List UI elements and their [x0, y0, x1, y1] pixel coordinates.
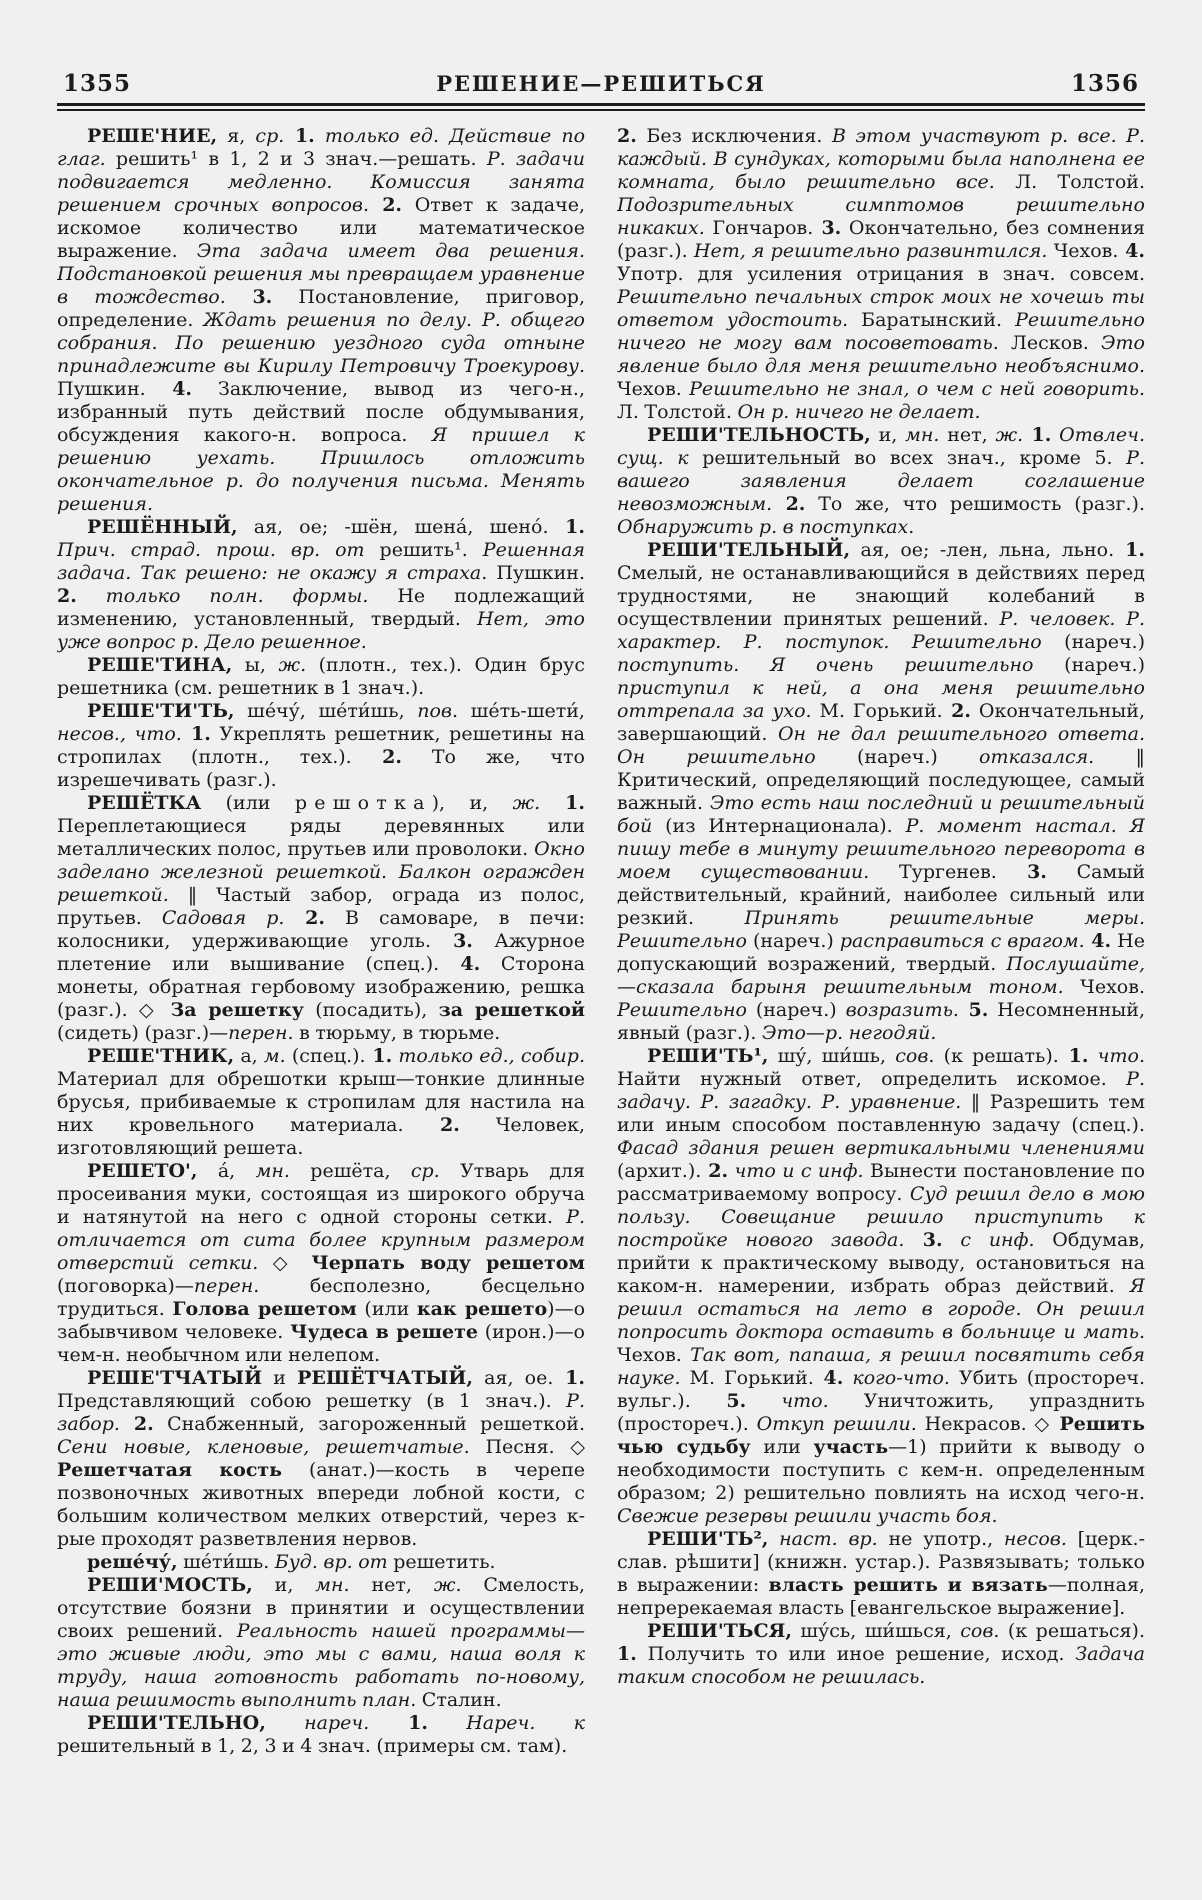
- page-number-right: 1356: [1070, 70, 1139, 97]
- text-segment: (к решать).: [934, 1045, 1059, 1067]
- text-segment: а́,: [197, 1160, 256, 1182]
- text-segment: —1) прийти к выводу о необходимости поступить с кем-н. определенным образом; 2) решительно повлиять на исход чего-н.: [617, 1436, 1145, 1504]
- text-segment: Голова решетом: [172, 1298, 357, 1320]
- dictionary-entry: [57, 1574, 585, 1712]
- text-segment: Окно заделано железной решеткой. Балкон огражден решеткой.: [57, 838, 585, 906]
- text-segment: ◇: [258, 1252, 312, 1274]
- text-segment: ‖ Критический, определяющий последующее, самый важный.: [617, 746, 1145, 814]
- text-segment: Так вот, папаша, я решил посвятить себя науке.: [617, 1344, 1145, 1389]
- text-segment: Материал для обрешотки крыш—тонкие длинные брусья, прибиваемые к стропилам для настила на них кровельного материала.: [57, 1068, 585, 1136]
- text-segment: ж.: [278, 654, 307, 676]
- text-segment: Гончаров.: [704, 217, 814, 239]
- dictionary-entry: [57, 792, 585, 1045]
- page-header: [57, 70, 1145, 103]
- text-segment: Укреплять решетник, решетины на стропилах (плотн., тех.).: [57, 723, 585, 768]
- text-segment: власть решить и вязать: [768, 1574, 1048, 1596]
- text-segment: РЕШЕ'ТИ'ТЬ,: [87, 700, 235, 722]
- text-segment: Песня. ◇: [469, 1436, 585, 1458]
- text-segment: (поговорка)—: [57, 1275, 194, 1297]
- text-segment: 3.: [813, 217, 842, 239]
- text-segment: решить¹ в 1, 2 и 3 знач.—решать.: [105, 148, 487, 170]
- text-segment: (нареч.): [1041, 631, 1145, 653]
- text-segment: В этом участвуют р. все. Р. каждый. В сундуках, которыми была наполнена ее комната, было решительно все.: [617, 125, 1145, 193]
- text-segment: Не подлежащий изменению, установленный, твердый.: [57, 585, 585, 630]
- text-segment: Л. Толстой.: [994, 171, 1145, 193]
- text-segment: решотка: [294, 792, 432, 814]
- text-segment: Смелый, не останавливающийся в действиях перед трудностями, не знающий колебаний в осуществлении принятых решений.: [617, 562, 1145, 630]
- text-segment: 4.: [1084, 930, 1112, 952]
- text-segment: ж.: [995, 424, 1024, 446]
- text-segment: (ирон.)—о чем-н. необычном или нелепом.: [57, 1321, 585, 1366]
- text-segment: Чудеса в решете: [290, 1321, 478, 1343]
- text-segment: Переплетающиеся ряды деревянных или металлических полос, прутьев или проволоки.: [57, 815, 585, 860]
- text-segment: сов.: [960, 1620, 1000, 1642]
- text-segment: Уничтожить, упразднить (простореч.).: [617, 1390, 1145, 1435]
- text-segment: 1.: [181, 723, 211, 745]
- text-segment: Баратынский.: [848, 309, 1016, 331]
- text-segment: решить¹.: [364, 539, 483, 561]
- text-segment: РЕШИ'ТЕЛЬНОСТЬ,: [647, 424, 871, 446]
- text-segment: Р. вашего заявления делает соглашение невозможным.: [617, 447, 1145, 515]
- text-segment: 1.: [369, 1712, 428, 1734]
- text-segment: Суд решил дело в мою пользу. Совещание решило приступить к постройке нового завода.: [617, 1183, 1145, 1251]
- text-segment: мн.: [255, 1160, 290, 1182]
- text-segment: ше́чу́, ше́ти́шь,: [234, 700, 418, 722]
- text-segment: 1.: [548, 516, 585, 538]
- text-segment: как решето: [416, 1298, 548, 1320]
- text-segment: мн.: [905, 424, 940, 446]
- text-segment: с инф.: [942, 1229, 1035, 1251]
- text-segment: сов.: [895, 1045, 935, 1067]
- text-segment: Нареч. к: [427, 1712, 585, 1734]
- text-segment: Свежие резервы решили участь боя.: [617, 1505, 998, 1527]
- text-segment: (к решаться).: [999, 1620, 1145, 1642]
- text-segment: Это явление было для меня решительно необъяснимо.: [617, 332, 1145, 377]
- text-segment: Реальность нашей программы—это живые люди, это мы с вами, наша воля к труду, наша готовность работать по-новому, наша решимость выполнить план.: [57, 1620, 585, 1711]
- text-segment: м.: [263, 1045, 286, 1067]
- text-segment: Обнаружить р. в поступках.: [617, 516, 915, 538]
- running-head: РЕШЕНИЕ—РЕШИТЬСЯ: [436, 71, 766, 96]
- text-segment: 1.: [1114, 539, 1145, 561]
- text-segment: Некрасов. ◇: [916, 1413, 1060, 1435]
- text-segment: ср.: [410, 1160, 440, 1182]
- text-segment: Задача таким способом не решилась.: [617, 1643, 1145, 1688]
- text-segment: М. Горький.: [680, 1367, 814, 1389]
- text-segment: Нет, это уже вопрос р. Дело решенное.: [57, 608, 585, 653]
- text-segment: ж.: [512, 792, 541, 814]
- text-segment: бесполезно, бесцельно трудиться.: [57, 1275, 585, 1320]
- text-segment: 2.: [772, 493, 806, 515]
- text-segment: В самоваре, в печи: колосники, удерживающие уголь.: [57, 907, 585, 952]
- text-segment: 4.: [813, 1367, 844, 1389]
- text-segment: РЕШИ'ТЬ¹,: [647, 1045, 769, 1067]
- text-segment: 1.: [365, 1045, 393, 1067]
- text-segment: Чехов.: [1047, 240, 1119, 262]
- text-segment: решетить.: [387, 1551, 496, 1573]
- text-segment: Найти нужный ответ, определить искомое.: [617, 1068, 1127, 1090]
- text-segment: Пушкин.: [57, 378, 146, 400]
- text-segment: Смелость, отсутствие боязни в принятии и осуществлении своих решений.: [57, 1574, 585, 1642]
- text-segment: (или: [201, 792, 295, 814]
- text-segment: Сторона монеты, обратная гербовому изображению, решка (разг.). ◇: [57, 953, 585, 1021]
- text-segment: а,: [234, 1045, 264, 1067]
- text-segment: отказался.: [979, 746, 1095, 768]
- text-segment: Чехов.: [617, 378, 690, 400]
- text-segment: Заключение, вывод из чего-н., избранный путь действий после обдумывания, обсуждения какого-н. вопроса.: [57, 378, 585, 446]
- text-segment: кого-что.: [843, 1367, 950, 1389]
- text-segment: (посадить),: [303, 999, 439, 1021]
- text-segment: Самый действительный, крайний, наиболее сильный или резкий.: [617, 861, 1145, 929]
- text-segment: Прич. страд. прош. вр. от: [57, 539, 365, 561]
- text-segment: Я решил остаться на лето в городе. Он решил попросить доктора оставить в больнице и мать.: [617, 1275, 1145, 1343]
- text-segment: 2.: [942, 700, 971, 722]
- text-segment: и,: [870, 424, 906, 446]
- text-segment: ше́ть-шети́,: [458, 700, 585, 722]
- text-segment: за решеткой: [438, 999, 585, 1021]
- text-segment: Откуп решили.: [756, 1413, 917, 1435]
- text-segment: ‖ Разрешить тем или иным способом поставленную задачу (спец.).: [617, 1091, 1145, 1136]
- text-segment: Чехов.: [617, 1344, 691, 1366]
- text-segment: РЕШИ'ТЬСЯ,: [647, 1620, 792, 1642]
- text-segment: РЕШЕ'ТИНА,: [87, 654, 233, 676]
- text-segment: 2.: [351, 746, 403, 768]
- text-segment: решёта,: [289, 1160, 411, 1182]
- text-segment: (спец.).: [285, 1045, 366, 1067]
- text-segment: Он не дал решительного ответа. Он решительно: [617, 723, 1145, 768]
- text-segment: Р. задачи подвигается медленно. Комиссия занята решением срочных вопросов.: [57, 148, 585, 216]
- text-segment: Несомненный, явный (разг.).: [617, 999, 1145, 1044]
- text-segment: Человек, изготовляющий решета.: [57, 1114, 585, 1159]
- text-segment: Послушайте,—сказала барыня решительным тоном.: [617, 953, 1145, 998]
- text-segment: 2.: [701, 1160, 729, 1182]
- text-segment: Убить (простореч. вульг.).: [617, 1367, 1145, 1412]
- page-body: [57, 125, 1145, 1845]
- text-segment: ср.: [255, 125, 285, 147]
- text-segment: Утварь для просеивания муки, состоящая из широкого обруча и натянутой на него с одной стороны сетки.: [57, 1160, 585, 1228]
- text-segment: Садовая р.: [161, 907, 285, 929]
- text-segment: шу́сь, ши́шься,: [791, 1620, 961, 1642]
- dictionary-entry: [617, 125, 1145, 424]
- text-segment: ж.: [433, 1574, 462, 1596]
- text-segment: Сталин.: [416, 1689, 502, 1711]
- text-segment: М. Горький.: [811, 700, 943, 722]
- text-segment: 1.: [284, 125, 315, 147]
- text-segment: Принять решительные меры. Решительно: [617, 907, 1145, 952]
- text-segment: 1.: [540, 792, 585, 814]
- text-segment: Обдумав, прийти к практическому выводу, остановиться на каком-н. намерении, избрать образ действий.: [617, 1229, 1145, 1297]
- dictionary-entry: [617, 424, 1145, 539]
- text-segment: Тургенев.: [869, 861, 997, 883]
- text-segment: РЕШЕТО',: [87, 1160, 198, 1182]
- dictionary-entry: [57, 700, 585, 792]
- text-segment: Ответ к задаче, искомое количество или математическое выражение.: [57, 194, 585, 262]
- text-segment: Лесков.: [998, 332, 1101, 354]
- text-segment: или: [750, 1436, 814, 1458]
- text-segment: Он р. ничего не делает.: [737, 401, 981, 423]
- text-segment: Отвлеч. сущ. к: [617, 424, 1145, 469]
- text-segment: Р. забор.: [57, 1390, 585, 1435]
- text-segment: решительный в 1, 2, 3 и 4 знач. (примеры см. там).: [57, 1735, 568, 1757]
- text-segment: Окончательный, завершающий.: [617, 700, 1145, 745]
- text-segment: Буд. вр. от: [274, 1551, 388, 1573]
- text-segment: Нет, я решительно развинтился.: [693, 240, 1048, 262]
- text-segment: ая, ое; -шён, шена́, шено́.: [237, 516, 549, 538]
- text-segment: наст. вр.: [768, 1528, 878, 1550]
- text-segment: решительный во всех знач., кроме 5.: [688, 447, 1127, 469]
- dictionary-entry: [57, 1712, 585, 1758]
- text-segment: ы,: [232, 654, 279, 676]
- text-segment: и: [262, 1367, 298, 1389]
- text-segment: только ед., собир.: [392, 1045, 585, 1067]
- text-segment: несов.: [1003, 1528, 1067, 1550]
- text-segment: Сени новые, кленовые, решетчатые.: [57, 1436, 470, 1458]
- text-segment: Решительно: [617, 999, 747, 1021]
- text-segment: (нареч.): [746, 999, 846, 1021]
- text-segment: 3.: [904, 1229, 943, 1251]
- text-segment: Решенная задача. Так решено: не окажу я страха.: [57, 539, 585, 584]
- text-segment: Пушкин.: [487, 562, 585, 584]
- text-segment: ше́ти́шь.: [177, 1551, 275, 1573]
- text-segment: РЕШЕ'ТЧАТЫЙ: [87, 1367, 263, 1389]
- text-segment: шу́, ши́шь,: [768, 1045, 896, 1067]
- text-segment: Это есть наш последний и решительный бой: [617, 792, 1145, 837]
- text-segment: мн.: [315, 1574, 350, 1596]
- text-segment: перен.: [193, 1275, 260, 1297]
- text-segment: [церк.-слав. рѣшити] (книжн. устар.). Развязывать; только в выражении:: [617, 1528, 1145, 1596]
- text-segment: РЕШЁТКА: [87, 792, 202, 814]
- text-segment: 2.: [119, 1413, 154, 1435]
- text-segment: участь: [813, 1436, 889, 1458]
- text-segment: Р. человек. Р. характер. Р. поступок. Решительно: [617, 608, 1145, 653]
- text-segment: РЕШИ'ТЕЛЬНО,: [87, 1712, 266, 1734]
- text-segment: РЕШИ'ТЬ²,: [647, 1528, 769, 1550]
- text-segment: что.: [1088, 1045, 1145, 1067]
- dictionary-entry: [57, 654, 585, 700]
- text-segment: 1.: [617, 1643, 637, 1665]
- text-segment: 3.: [996, 861, 1047, 883]
- text-segment: Получить то или иное решение, исход.: [636, 1643, 1076, 1665]
- dictionary-entry: [57, 516, 585, 654]
- text-segment: возразить.: [845, 999, 959, 1021]
- text-segment: 5.: [958, 999, 989, 1021]
- text-segment: нет,: [349, 1574, 434, 1596]
- dictionary-entry: [617, 1528, 1145, 1620]
- text-segment: Снабженный, загороженный решеткой.: [153, 1413, 585, 1435]
- dictionary-entry: [57, 1160, 585, 1367]
- text-segment: перен.: [228, 1022, 294, 1044]
- text-segment: 2.: [403, 1114, 460, 1136]
- text-segment: Представляющий собою решетку (в 1 знач.).: [57, 1390, 567, 1412]
- text-segment: 2.: [368, 194, 403, 216]
- text-segment: ‖ Частый забор, ограда из полос, прутьев.: [57, 884, 585, 929]
- text-segment: нареч.: [265, 1712, 370, 1734]
- text-column-left: [57, 125, 585, 1845]
- text-segment: Окончательно, без сомнения (разг.).: [617, 217, 1145, 262]
- header-rule: [57, 103, 1145, 111]
- text-segment: —полная, непререкаемая власть [евангельское выражение].: [617, 1574, 1145, 1619]
- text-segment: РЕШЕ'ТНИК,: [87, 1045, 235, 1067]
- dictionary-entry: [617, 1045, 1145, 1528]
- text-segment: ая, ое.: [472, 1367, 554, 1389]
- text-segment: РЕШЁТЧАТЫЙ,: [297, 1367, 473, 1389]
- text-segment: ая, ое; -лен, льна, льно.: [850, 539, 1115, 561]
- dictionary-entry: [617, 539, 1145, 1045]
- text-segment: 3.: [430, 930, 473, 952]
- dictionary-entry: [617, 1620, 1145, 1689]
- text-segment: нет,: [939, 424, 996, 446]
- text-segment: Л. Толстой.: [617, 401, 738, 423]
- text-segment: РЕШИ'МОСТЬ,: [87, 1574, 253, 1596]
- text-segment: Ажурное плетение или вышивание (спец.).: [57, 930, 585, 975]
- text-segment: Я пришел к решению уехать. Пришлось отложить окончательное р. до получения письма. Менять решения.: [57, 424, 585, 515]
- text-segment: РЕШЕ'НИЕ,: [87, 125, 218, 147]
- text-segment: реше́чу́,: [87, 1551, 178, 1573]
- text-segment: Р. задачу. Р. загадку. Р. уравнение.: [617, 1068, 1145, 1113]
- text-segment: (архит.).: [617, 1160, 702, 1182]
- text-segment: (нареч.): [1033, 654, 1145, 676]
- text-segment: 4.: [145, 378, 193, 400]
- text-segment: (плотн., тех.). Один брус решетника (см. решетник в 1 знач.).: [57, 654, 585, 699]
- text-segment: что и с инф.: [728, 1160, 864, 1182]
- text-segment: только ед. Действие по глаг.: [57, 125, 585, 170]
- text-segment: (нареч.): [815, 746, 980, 768]
- text-segment: Р. отличается от сита более крупным размером отверстий сетки.: [57, 1206, 585, 1274]
- text-segment: РЕШЁННЫЙ,: [87, 516, 238, 538]
- text-segment: (сидеть) (разг.)—: [57, 1022, 229, 1044]
- text-segment: Решительно печальных строк моих не хочешь ты ответом удостоить.: [617, 286, 1145, 331]
- text-segment: и,: [252, 1574, 316, 1596]
- dictionary-entry: [57, 1045, 585, 1160]
- text-segment: Решить чью судьбу: [617, 1413, 1145, 1458]
- text-segment: 2.: [57, 585, 77, 607]
- text-segment: То же, что изрешечивать (разг.).: [57, 746, 585, 791]
- text-segment: РЕШИ'ТЕЛЬНЫЙ,: [647, 539, 851, 561]
- text-segment: несов., что.: [57, 723, 182, 745]
- text-segment: приступил к ней, а она меня решительно оттрепала за ухо.: [617, 677, 1145, 722]
- text-segment: (нареч.): [746, 930, 840, 952]
- dictionary-entry: [57, 125, 585, 516]
- dictionary-entry: [57, 1551, 585, 1574]
- text-segment: Подозрительных симптомов решительно никаких.: [617, 194, 1145, 239]
- text-column-right: [617, 125, 1145, 1845]
- text-segment: 1.: [1023, 424, 1052, 446]
- text-segment: 3.: [225, 286, 273, 308]
- text-segment: пов.: [417, 700, 459, 722]
- text-segment: в тюрьму, в тюрьме.: [293, 1022, 501, 1044]
- text-segment: (анат.)—кость в черепе позвоночных животных впереди лобной кости, с большим количеством мелких отверстий, через к-рые проходят разветвления нервов.: [57, 1459, 585, 1550]
- text-segment: То же, что решимость (разг.).: [805, 493, 1145, 515]
- text-segment: ), и,: [431, 792, 513, 814]
- text-segment: Решительно не знал, о чем с ней говорить.: [689, 378, 1145, 400]
- text-segment: Эта задача имеет два решения. Подстановкой решения мы превращаем уравнение в тождество.: [57, 240, 585, 308]
- text-segment: 1.: [553, 1367, 585, 1389]
- text-segment: Ждать решения по делу. Р. общего собрания. По решению уездного суда отныне принадлежите вы Кирилу Петровичу Троекурову.: [57, 309, 585, 377]
- page-number-left: 1355: [63, 70, 132, 97]
- text-segment: Р. момент настал. Я пишу тебе в минуту решительного переворота в моем существовании.: [617, 815, 1145, 883]
- text-segment: 2.: [284, 907, 325, 929]
- text-segment: поступить. Я очень решительно: [617, 654, 1034, 676]
- text-segment: расправиться с врагом.: [839, 930, 1085, 952]
- text-segment: Употр. для усиления отрицания в знач. совсем.: [617, 263, 1145, 285]
- text-segment: Вынести постановление по рассматриваемому вопросу.: [617, 1160, 1145, 1205]
- text-segment: )—о забывчивом человеке.: [57, 1298, 585, 1343]
- text-segment: только полн. формы.: [76, 585, 369, 607]
- text-segment: Без исключения.: [636, 125, 832, 147]
- dictionary-entry: [57, 1367, 585, 1551]
- text-segment: что.: [746, 1390, 829, 1412]
- text-segment: 5.: [690, 1390, 747, 1412]
- text-segment: Не допускающий возражений, твердый.: [617, 930, 1145, 975]
- text-segment: 2.: [617, 125, 637, 147]
- text-segment: Решительно ничего не могу вам посоветовать.: [617, 309, 1145, 354]
- text-segment: (из Интернационала).: [652, 815, 906, 837]
- text-segment: 4.: [439, 953, 481, 975]
- text-segment: Это—р. негодяй.: [761, 1022, 937, 1044]
- text-segment: я,: [217, 125, 256, 147]
- text-segment: Фасад здания решен вертикальными членениями: [617, 1137, 1145, 1159]
- text-segment: (или: [356, 1298, 417, 1320]
- text-segment: Черпать воду решетом: [311, 1252, 585, 1274]
- text-segment: Постановление, приговор, определение.: [57, 286, 585, 331]
- text-segment: не употр.,: [877, 1528, 1004, 1550]
- text-segment: 1.: [1058, 1045, 1089, 1067]
- text-segment: За решетку: [170, 999, 304, 1021]
- text-segment: Чехов.: [1063, 976, 1145, 998]
- text-segment: Решетчатая кость: [57, 1459, 283, 1481]
- text-segment: 4.: [1118, 240, 1145, 262]
